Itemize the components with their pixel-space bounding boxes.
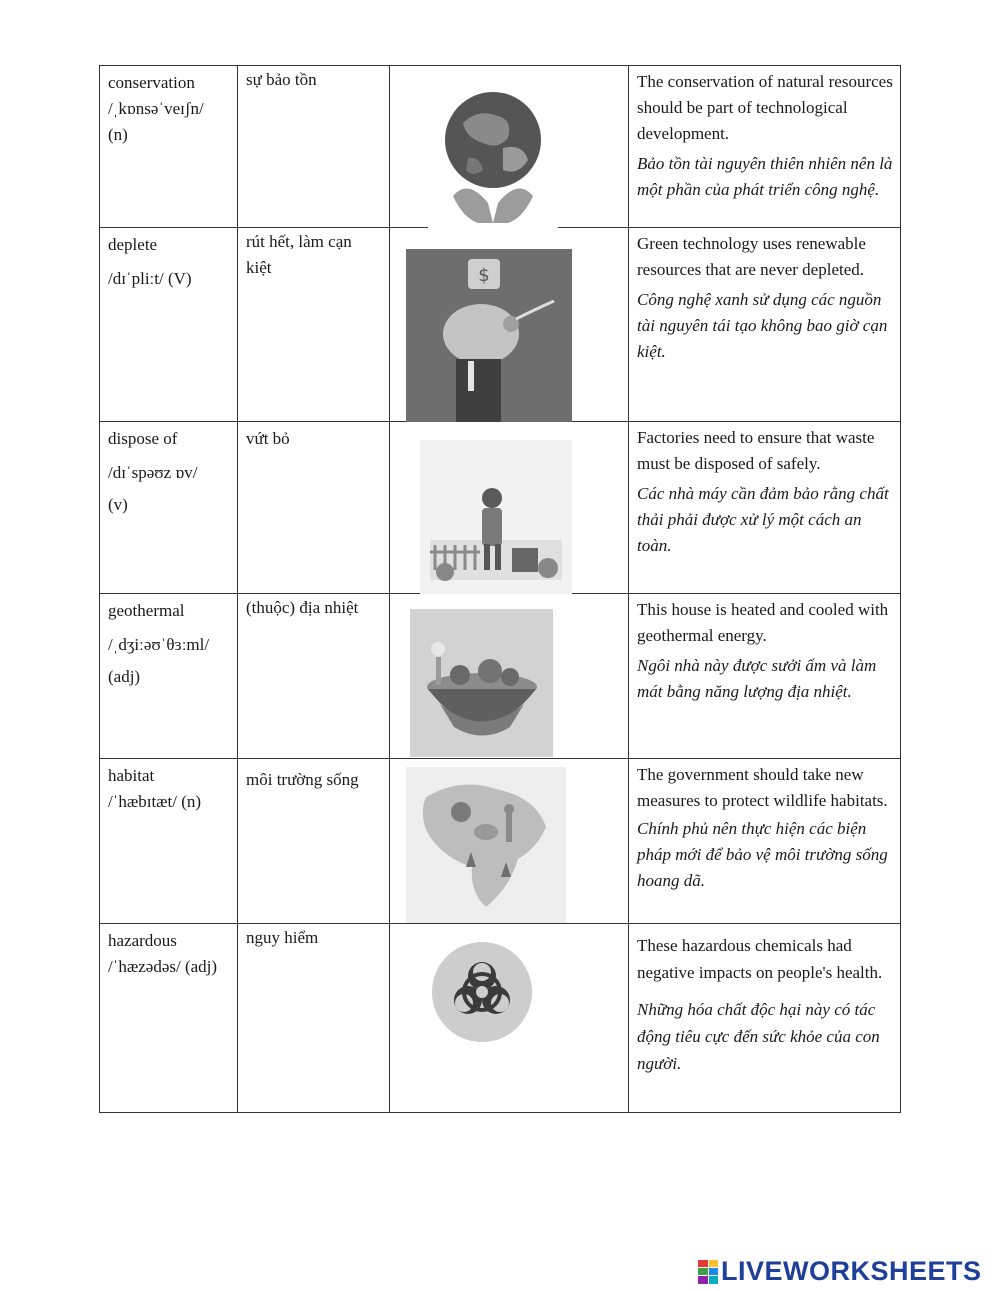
example-english: The conservation of natural resources should be part of technological development. bbox=[637, 72, 893, 143]
meaning-cell bbox=[238, 66, 390, 228]
word-term: conservation bbox=[108, 73, 195, 92]
word-type: (adj) bbox=[108, 667, 141, 686]
image-cell bbox=[390, 228, 629, 422]
example-cell bbox=[629, 594, 901, 759]
example-english: Factories need to ensure that waste must be disposed of safely. bbox=[637, 428, 875, 473]
earth-in-hands-image bbox=[428, 78, 558, 230]
example-english: These hazardous chemicals had negative impacts on people's health. bbox=[637, 936, 883, 982]
example-cell bbox=[629, 422, 901, 594]
word-term: habitat bbox=[108, 766, 155, 785]
meaning-text: nguy hiểm bbox=[246, 928, 319, 947]
vocabulary-table bbox=[99, 65, 901, 1113]
example-vietnamese: Công nghệ xanh sử dụng các nguồn tài nguyên tái tạo không bao giờ cạn kiệt. bbox=[637, 290, 888, 361]
word-cell bbox=[100, 228, 238, 422]
word-cell bbox=[100, 422, 238, 594]
word-phonetic: /ˌdʒiːəʊˈθɜːml/ bbox=[108, 635, 210, 654]
example-vietnamese: Chính phủ nên thực hiện các biện pháp mới để bảo vệ môi trường sống hoang dã. bbox=[637, 819, 888, 890]
word-cell bbox=[100, 66, 238, 228]
meaning-cell bbox=[238, 924, 390, 1113]
wildlife-map-image bbox=[406, 767, 566, 923]
word-cell bbox=[100, 594, 238, 759]
table-row bbox=[100, 422, 901, 594]
word-phonetic: /ˈhæbɪtæt/ (n) bbox=[108, 792, 202, 811]
image-cell bbox=[390, 594, 629, 759]
word-phonetic: /dɪˈpliːt/ (V) bbox=[108, 269, 192, 288]
woman-disposing-waste-image bbox=[420, 440, 572, 594]
table-row bbox=[100, 228, 901, 422]
example-vietnamese: Các nhà máy cần đảm bảo rằng chất thải phải được xử lý một cách an toàn. bbox=[637, 484, 889, 555]
svg-text:$: $ bbox=[478, 265, 490, 286]
example-cell bbox=[629, 228, 901, 422]
image-cell bbox=[390, 66, 629, 228]
biohazard-symbol-image bbox=[432, 942, 532, 1042]
man-with-empty-wallet-image bbox=[406, 249, 572, 422]
word-term: hazardous bbox=[108, 931, 177, 950]
example-english: Green technology uses renewable resources that are never depleted. bbox=[637, 234, 866, 279]
table-row bbox=[100, 594, 901, 759]
example-english: This house is heated and cooled with geothermal energy. bbox=[637, 600, 889, 645]
example-vietnamese: Những hóa chất độc hại này có tác động tiêu cực đến sức khỏe của con người. bbox=[637, 1000, 880, 1073]
example-cell bbox=[629, 759, 901, 924]
word-phonetic: /ˌkɒnsəˈveɪʃn/ bbox=[108, 99, 204, 118]
word-phonetic: /ˈhæzədəs/ (adj) bbox=[108, 957, 218, 976]
meaning-text: (thuộc) địa nhiệt bbox=[246, 598, 359, 617]
word-cell bbox=[100, 924, 238, 1113]
word-term: geothermal bbox=[108, 601, 185, 620]
table-row bbox=[100, 924, 901, 1113]
liveworksheets-logo-icon bbox=[698, 1260, 718, 1284]
meaning-text: môi trường sống bbox=[246, 770, 359, 789]
word-term: deplete bbox=[108, 235, 158, 254]
table-row bbox=[100, 66, 901, 228]
word-type: (n) bbox=[108, 125, 128, 144]
meaning-cell bbox=[238, 759, 390, 924]
image-cell bbox=[390, 924, 629, 1113]
word-phonetic: /dɪˈspəʊz ɒv/ bbox=[108, 463, 198, 482]
example-vietnamese: Ngôi nhà này được sưởi ấm và làm mát bằng năng lượng địa nhiệt. bbox=[637, 656, 877, 701]
word-cell bbox=[100, 759, 238, 924]
liveworksheets-logo-text: LIVEWORKSHEETS bbox=[721, 1256, 982, 1286]
meaning-text: rút hết, làm cạn kiệt bbox=[246, 232, 352, 277]
meaning-text: vứt bỏ bbox=[246, 429, 290, 448]
liveworksheets-logo[interactable] bbox=[698, 1256, 982, 1287]
meaning-text: sự bảo tồn bbox=[246, 70, 317, 89]
image-cell bbox=[390, 759, 629, 924]
example-cell bbox=[629, 66, 901, 228]
floating-island-image bbox=[410, 609, 553, 757]
example-cell bbox=[629, 924, 901, 1113]
example-english: The government should take new measures to protect wildlife habitats. bbox=[637, 765, 888, 810]
word-type: (v) bbox=[108, 495, 128, 514]
image-cell bbox=[390, 422, 629, 594]
word-term: dispose of bbox=[108, 429, 178, 448]
table-row bbox=[100, 759, 901, 924]
meaning-cell bbox=[238, 228, 390, 422]
meaning-cell bbox=[238, 594, 390, 759]
example-vietnamese: Bảo tồn tài nguyên thiên nhiên nên là một phần của phát triển công nghệ. bbox=[637, 154, 893, 199]
meaning-cell bbox=[238, 422, 390, 594]
